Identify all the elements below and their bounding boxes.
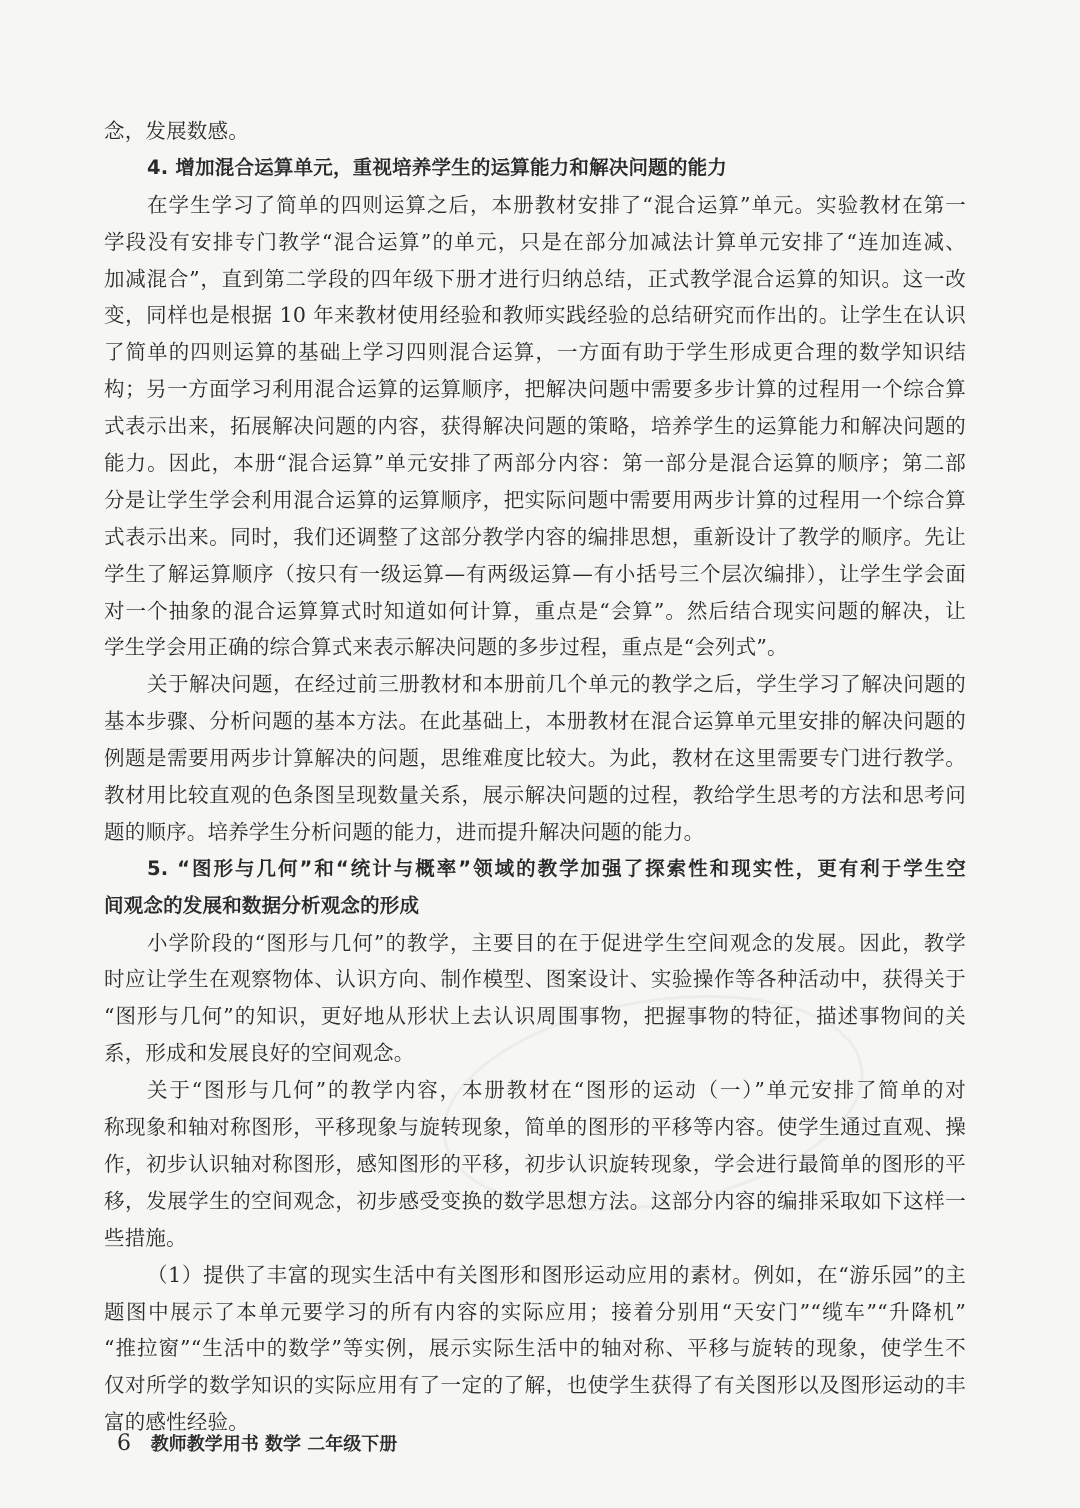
text-line: 学段没有安排专门教学“混合运算”的单元，只是在部分加减法计算单元安排了“连加连减、 [104, 229, 966, 254]
page-footer [117, 1430, 397, 1456]
text-line: 仅对所学的数学知识的实际应用有了一定的了解，也使学生获得了有关图形以及图形运动的丰 [104, 1373, 966, 1398]
text-line: 关于解决问题，在经过前三册教材和本册前几个单元的教学之后，学生学习了解决问题的 [147, 672, 966, 697]
text-line: 移，发展学生的空间观念，初步感受变换的数学思想方法。这部分内容的编排采取如下这样一 [104, 1188, 966, 1213]
text-line: 学生学会用正确的综合算式来表示解决问题的多步过程，重点是“会列式”。 [104, 635, 788, 660]
text-line: 对一个抽象的混合运算算式时知道如何计算，重点是“会算”。然后结合现实问题的解决，让 [104, 598, 966, 623]
text-line: 分是让学生学会利用混合运算的运算顺序，把实际问题中需要用两步计算的过程用一个综合算 [104, 487, 966, 512]
text-line: 小学阶段的“图形与几何”的教学，主要目的在于促进学生空间观念的发展。因此，教学 [147, 930, 966, 955]
section-heading-line: 5. “图形与几何”和“统计与概率”领域的教学加强了探索性和现实性，更有利于学生空 [147, 856, 966, 880]
text-line: 变，同样也是根据 10 年来教材使用经验和教师实践经验的总结研究而作出的。让学生在认识 [104, 303, 966, 328]
text-line: 题图中展示了本单元要学习的所有内容的实际应用；接着分别用“天安门”“缆车”“升降机” [104, 1299, 966, 1324]
text-line: 学生了解运算顺序（按只有一级运算—有两级运算—有小括号三个层次编排），让学生学会面 [104, 561, 966, 586]
text-line: 富的感性经验。 [104, 1410, 249, 1435]
text-line: 能力。因此，本册“混合运算”单元安排了两部分内容：第一部分是混合运算的顺序；第二部 [104, 451, 966, 476]
text-line: 题的顺序。培养学生分析问题的能力，进而提升解决问题的能力。 [104, 819, 705, 844]
text-line: 构；另一方面学习利用混合运算的运算顺序，把解决问题中需要多步计算的过程用一个综合算 [104, 377, 966, 402]
text-line: 式表示出来，拓展解决问题的内容，获得解决问题的策略，培养学生的运算能力和解决问题的 [104, 414, 966, 439]
text-line: “图形与几何”的知识，更好地从形状上去认识周围事物，把握事物的特征，描述事物间的关 [104, 1004, 966, 1029]
text-line: 基本步骤、分析问题的基本方法。在此基础上，本册教材在混合运算单元里安排的解决问题的 [104, 709, 966, 734]
body-text [104, 113, 966, 1441]
text-line: 时应让学生在观察物体、认识方向、制作模型、图案设计、实验操作等各种活动中，获得关于 [104, 967, 966, 992]
text-line: 教材用比较直观的色条图呈现数量关系，展示解决问题的过程，教给学生思考的方法和思考问 [104, 783, 966, 808]
text-line: 称现象和轴对称图形，平移现象与旋转现象，简单的图形的平移等内容。使学生通过直观、操 [104, 1115, 966, 1140]
section-heading-line: 间观念的发展和数据分析观念的形成 [104, 893, 420, 917]
text-line: 些措施。 [104, 1225, 187, 1250]
text-line: 加减混合”，直到第二学段的四年级下册才进行归纳总结，正式教学混合运算的知识。这一改 [104, 266, 966, 291]
text-line: 式表示出来。同时，我们还调整了这部分教学内容的编排思想，重新设计了教学的顺序。先让 [104, 524, 966, 549]
text-line: 作，初步认识轴对称图形，感知图形的平移，初步认识旋转现象，学会进行最简单的图形的平 [104, 1151, 966, 1176]
text-line: “推拉窗”“生活中的数学”等实例，展示实际生活中的轴对称、平移与旋转的现象，使学生不 [104, 1336, 966, 1361]
text-line: 关于“图形与几何”的教学内容，本册教材在“图形的运动（一）”单元安排了简单的对 [147, 1078, 966, 1103]
text-line: 念，发展数感。 [104, 119, 249, 143]
text-line: （1）提供了丰富的现实生活中有关图形和图形运动应用的素材。例如，在“游乐园”的主 [147, 1262, 966, 1287]
text-line: 了简单的四则运算的基础上学习四则混合运算，一方面有助于学生形成更合理的数学知识结 [104, 340, 966, 365]
text-line: 例题是需要用两步计算解决的问题，思维难度比较大。为此，教材在这里需要专门进行教学。 [104, 746, 966, 771]
book-title: 教师教学用书 数学 二年级下册 [150, 1434, 398, 1455]
text-line: 系，形成和发展良好的空间观念。 [104, 1041, 415, 1066]
section-heading-line: 4. 增加混合运算单元，重视培养学生的运算能力和解决问题的能力 [147, 155, 727, 179]
page-number: 6 [117, 1431, 131, 1456]
text-line: 在学生学习了简单的四则运算之后，本册教材安排了“混合运算”单元。实验教材在第一 [147, 192, 966, 217]
